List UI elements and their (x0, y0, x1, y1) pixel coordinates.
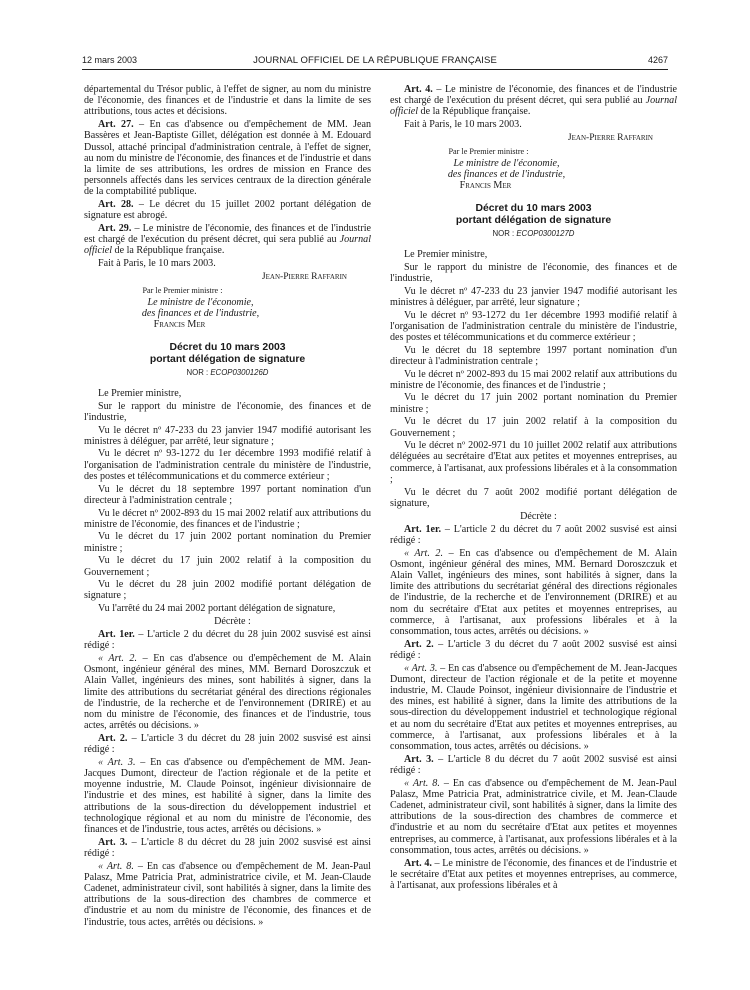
article-text: – L'article 8 du décret du 7 août 2002 susvisé est ainsi rédigé : (390, 753, 677, 776)
quoted-text: – En cas d'absence ou d'empêchement de M. Jean-Jacques Dumont, directeur de l'action régionale et de la petite et moyenne industrie, M. Claude Poinsot, ingénieur divisionnaire de l'industrie et des mines, est habilité à signer, dans la limite des attributions de la sous-direction du développement industriel et technologique régional et au nom du secrétaire d'Etat aux petites et moyennes entreprises, au commerce, à l'artisanat, aux professions libérales et à la consommation, tous actes, arrêtés ou décisions. » (390, 662, 678, 753)
article-text: – En cas d'absence ou d'empêchement de MM. Jean Bassères et Jean-Baptiste Gillet, délégation est donnée à M. Edouard Dussol, attaché principal d'administration centrale, à l'effet de signer, au nom du ministre de l'économie, des finances et de l'industrie et dans la limite de ses attributions, les ordres de mission en France des personnels affectés dans les services centraux de la direction générale de la comptabilité publique. (84, 119, 371, 198)
quoted-article-2 (84, 653, 371, 731)
quoted-article-3 (390, 663, 677, 753)
article-4-final (390, 858, 677, 892)
right-column (390, 84, 677, 893)
paragraph: départemental du Trésor public, à l'effet de signer, au nom du ministre de l'économie, des finances et de l'industrie et dans la limite de ses attributions, tous actes et décisions. (84, 84, 371, 118)
decrete: Décrète : (520, 510, 557, 522)
visa: Vu le décret du 28 juin 2002 modifié portant délégation de signature ; (84, 579, 371, 602)
article-text: – Le décret du 15 juillet 2002 portant délégation de signature est abrogé. (84, 199, 371, 222)
paragraph: Le Premier ministre, (404, 249, 488, 261)
article-text: de la République française. (112, 245, 225, 257)
header-rule (82, 69, 668, 70)
visa: Vu le décret nº 2002-971 du 10 juillet 2002 relatif aux attributions déléguées au secrétaire d'Etat aux petites et moyennes entreprises, au commerce, à l'artisanat, aux professions libérales et à la consommation ; (390, 440, 677, 485)
article-label: Art. 4. (404, 84, 433, 95)
quoted-label: « Art. 8. (98, 860, 134, 872)
decree-subtitle: portant délégation de signature (455, 214, 612, 226)
visa: Vu le décret nº 2002-893 du 15 mai 2002 relatif aux attributions du ministre de l'économie, des finances et de l'industrie ; (390, 368, 677, 391)
quoted-article-8 (390, 778, 677, 856)
quoted-label: « Art. 3. (98, 756, 136, 768)
article-27 (84, 119, 371, 197)
journal-title: JOURNAL OFFICIEL DE LA RÉPUBLIQUE FRANÇAISE (253, 55, 497, 66)
fait-a-paris: Fait à Paris, le 10 mars 2003. (98, 258, 216, 270)
article-text: – L'article 8 du décret du 28 juin 2002 susvisé est ainsi rédigé : (84, 836, 372, 859)
article-1 (390, 524, 677, 546)
visa: Sur le rapport du ministre de l'économie, des finances et de l'industrie, (390, 261, 677, 284)
visa: Vu le décret du 7 août 2002 modifié portant délégation de signature, (390, 486, 677, 509)
quoted-label: « Art. 2. (404, 547, 443, 559)
visa: Vu le décret du 17 juin 2002 portant nomination du Premier ministre ; (390, 392, 677, 415)
par-le-premier-ministre: Par le Premier ministre : (142, 285, 223, 295)
nor-code: ECOP0300127D (516, 228, 575, 238)
article-label: Art. 2. (404, 638, 434, 650)
article-3 (390, 754, 677, 776)
nor-code: ECOP0300126D (210, 367, 269, 377)
fait-a-paris: Fait à Paris, le 10 mars 2003. (404, 119, 522, 131)
article-2 (390, 639, 677, 661)
visa: Vu le décret nº 2002-893 du 15 mai 2002 relatif aux attributions du ministre de l'économie, des finances et de l'industrie ; (84, 507, 371, 530)
visa: Vu le décret nº 47-233 du 23 janvier 1947 modifié autorisant les ministres à déléguer, par arrêté, leur signature ; (390, 285, 677, 308)
article-text: – Le ministre de l'économie, des finances et de l'industrie est chargé de l'exécution du présent décret, qui sera publié au (390, 84, 677, 107)
decree-title: Décret du 10 mars 2003 (475, 203, 592, 215)
par-le-premier-ministre: Par le Premier ministre : (448, 147, 529, 157)
article-28 (84, 199, 371, 221)
nor-reference (390, 228, 677, 239)
article-label: Art. 28. (98, 199, 134, 211)
article-text: – Le ministre de l'économie, des finances et de l'industrie est chargé de l'exécution du présent décret, qui sera publié au (84, 222, 372, 246)
quoted-article-8 (84, 861, 371, 928)
article-text: de la République française. (418, 106, 531, 118)
visa: Vu le décret nº 93-1272 du 1er décembre 1993 modifié relatif à l'organisation de l'administration centrale du ministère de l'industrie, des postes et télécommunications et du commerce extérieur ; (390, 309, 677, 343)
quoted-text: – En cas d'absence ou d'empêchement de M. Jean-Paul Palasz, Mme Patricia Prat, administratrice civile, et M. Jean-Claude Cadenet, administrateur civil, sont habilités à signer, dans la limite des attributions de la sous-direction des chambres de commerce et d'industrie et au nom du ministre de l'économie, des finances et de l'industrie, tous actes, arrêtés ou décisions. » (84, 860, 371, 928)
quoted-label: « Art. 8. (404, 777, 440, 789)
article-label: Art. 4. (404, 857, 432, 869)
article-1 (84, 629, 371, 651)
decree-subtitle: portant délégation de signature (149, 353, 306, 365)
article-text: – L'article 3 du décret du 7 août 2002 susvisé est ainsi rédigé : (390, 638, 677, 661)
minister-title-1: Le ministre de l'économie, (453, 158, 560, 170)
page-header (82, 55, 668, 69)
quoted-label: « Art. 3. (404, 662, 438, 674)
quoted-label: « Art. 2. (98, 652, 137, 664)
article-label: Art. 1er. (98, 629, 135, 641)
visa: Vu le décret du 17 juin 2002 portant nomination du Premier ministre ; (84, 531, 371, 554)
article-29 (84, 223, 371, 257)
page-number: 4267 (647, 55, 668, 65)
visa: Vu l'arrêté du 24 mai 2002 portant délégation de signature, (98, 603, 336, 615)
decrete: Décrète : (214, 615, 251, 627)
minister-title-1: Le ministre de l'économie, (147, 297, 254, 309)
journal-officiel-ref: Journal officiel (84, 234, 371, 257)
minister-name: Francis Mer (153, 319, 206, 331)
visa: Vu le décret du 17 juin 2002 relatif à la composition du Gouvernement ; (390, 416, 677, 439)
visa: Vu le décret nº 47-233 du 23 janvier 1947 modifié autorisant les ministres à déléguer, par arrêté, leur signature ; (84, 424, 371, 447)
quoted-article-2 (390, 548, 677, 638)
article-label: Art. 3. (98, 836, 128, 848)
quoted-text: – En cas d'absence ou d'empêchement de M. Alain Osmont, ingénieur général des mines, MM. Bernard Doroszczuk et Alain Vallet, ingénieurs des mines, sont habilités à signer, dans la limite des attributions du secrétariat général des directions régionales de l'industrie, de la recherche et de l'environnement (DRIRE) et au nom du ministre de l'économie, des finances et de l'industrie, tous actes, arrêtés ou décisions. » (84, 652, 371, 732)
decree-title: Décret du 10 mars 2003 (169, 342, 286, 354)
nor-label: NOR : (492, 228, 517, 238)
minister-name: Francis Mer (459, 180, 512, 192)
visa: Sur le rapport du ministre de l'économie, des finances et de l'industrie, (84, 400, 371, 423)
header-date: 12 mars 2003 (82, 55, 138, 65)
nor-label: NOR : (186, 367, 211, 377)
quoted-text: – En cas d'absence ou d'empêchement de M. Alain Osmont, ingénieur général des mines, MM. Bernard Doroszczuk et Alain Vallet, ingénieurs des mines, sont habilités à signer, dans la limite des attributions du secrétariat général des directions régionales de l'industrie, de la recherche et de l'environnement (DRIRE) et au nom du secrétaire d'Etat aux petites et moyennes entreprises, au commerce, à l'artisanat, aux professions libérales et à la consommation, tous actes, arrêtés ou décisions. » (390, 547, 677, 638)
signature-pm: Jean-Pierre Raffarin (261, 270, 347, 282)
left-column (84, 84, 371, 929)
article-3 (84, 837, 371, 859)
article-label: Art. 1er. (404, 523, 442, 535)
minister-title-2: des finances et de l'industrie, (141, 308, 260, 320)
nor-reference (84, 367, 371, 378)
quoted-text: – En cas d'absence ou d'empêchement de M. Jean-Paul Palasz, Mme Patricia Prat, administratrice civile, et M. Jean-Claude Cadenet, administrateur civil, sont habilités à signer, dans la limite des attributions de la sous-direction des chambres de commerce et d'industrie et au nom du secrétaire d'Etat aux petites et moyennes entreprises, au commerce, à l'artisanat, aux professions libérales et à la consommation, tous actes, arrêtés ou décisions. » (390, 777, 677, 856)
signature-pm: Jean-Pierre Raffarin (567, 131, 653, 143)
article-text: – L'article 2 du décret du 28 juin 2002 susvisé est ainsi rédigé : (84, 629, 371, 652)
visa: Vu le décret du 17 juin 2002 relatif à la composition du Gouvernement ; (84, 555, 371, 578)
paragraph: Le Premier ministre, (98, 387, 182, 399)
article-label: Art. 27. (98, 119, 134, 131)
article-label: Art. 3. (404, 753, 434, 765)
journal-officiel-ref: Journal officiel (390, 95, 677, 118)
article-label: Art. 29. (98, 222, 132, 234)
quoted-text: – En cas d'absence ou d'empêchement de MM. Jean-Jacques Dumont, directeur de l'action régionale et de la petite et moyenne industrie, M. Claude Poinsot, ingénieur divisionnaire de l'industrie et des mines, est habilité à signer, dans la limite des attributions de la sous-direction du développement industriel et technologique régional et au nom du ministre de l'économie, des finances et de l'industrie, tous actes, arrêtés ou décisions. » (84, 756, 371, 835)
visa: Vu le décret du 18 septembre 1997 portant nomination d'un directeur à l'administration centrale ; (84, 483, 371, 506)
article-text: – L'article 2 du décret du 7 août 2002 susvisé est ainsi rédigé : (390, 523, 678, 546)
minister-title-2: des finances et de l'industrie, (447, 169, 566, 181)
article-text: – Le ministre de l'économie, des finances et de l'industrie et le secrétaire d'Etat aux petites et moyennes entreprises, au commerce, à l'artisanat, aux professions libérales et à (390, 857, 677, 891)
article-4 (390, 84, 677, 118)
quoted-article-3 (84, 757, 371, 835)
article-text: – L'article 3 du décret du 28 juin 2002 susvisé est ainsi rédigé : (84, 732, 372, 756)
article-2 (84, 733, 371, 755)
visa: Vu le décret du 18 septembre 1997 portant nomination d'un directeur à l'administration centrale ; (390, 344, 677, 367)
visa: Vu le décret nº 93-1272 du 1er décembre 1993 modifié relatif à l'organisation de l'administration centrale du ministère de l'industrie, des postes et télécommunications et du commerce extérieur ; (84, 448, 371, 482)
article-label: Art. 2. (98, 732, 128, 744)
